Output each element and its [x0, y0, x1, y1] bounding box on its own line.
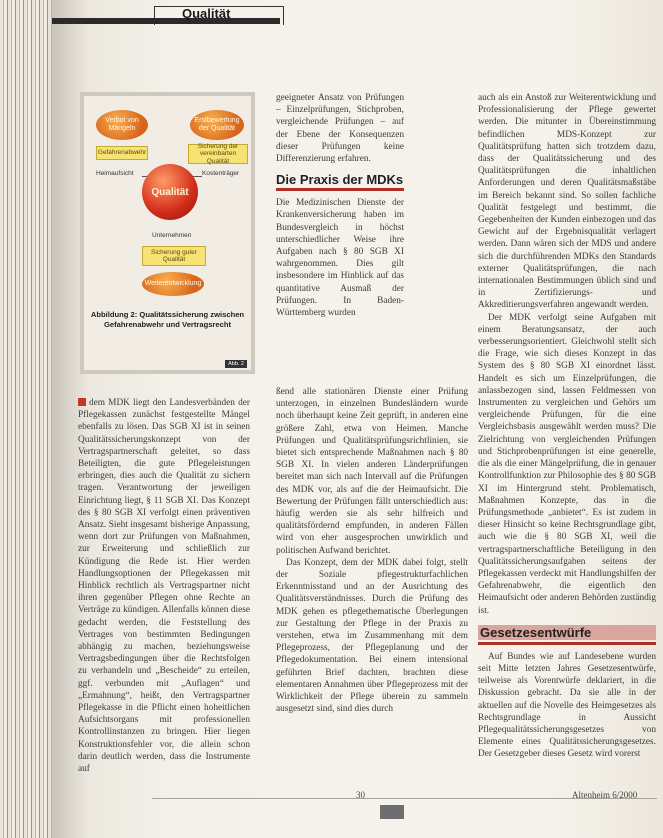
- box-bottom: Sicherung guter Qualität: [142, 246, 206, 266]
- heading-underline: [478, 642, 656, 645]
- center-sphere: Qualität: [142, 164, 198, 220]
- label-left: Heimaufsicht: [96, 170, 134, 177]
- page-number: 30: [356, 790, 365, 800]
- section-marker: [78, 398, 86, 406]
- figure-caption: Abbildung 2: Qualitätssicherung zwischen Gefahrenabwehr und Vertragsrecht: [90, 310, 245, 329]
- col2-heading: Die Praxis der MDKs: [276, 172, 404, 188]
- column-2: [276, 92, 404, 319]
- figure: [80, 92, 255, 374]
- col3-heading: Gesetzesentwürfe: [478, 625, 656, 640]
- column-3: [478, 92, 656, 761]
- node-bottom: Weiterentwicklung: [142, 272, 204, 296]
- column-2-bottom: [276, 386, 468, 715]
- page: [52, 0, 663, 838]
- label-right: Kostenträger: [202, 170, 240, 177]
- col2b-paragraph-1: ßend alle stationären Dienste einer Prüfung unterzogen, in einzelnen Bundesländern wurde noch überhaupt keine Zeit geprüft, in anderen eine größere Zahl, etwa von Heimen. Manche Prüfungen und Qualitätsprüfungsrichtlinien, sie bietet sich entsprechende Maßnahmen nach § 80 SGB XI. In vielen anderen Länderprüfungen bereitet man sich nach Intervall auf die Prüfungen des MDK vor, als auf die der Heimaufsicht. Die Bewertung der Prüfungen fällt unterschiedlich aus: häufig werden sie als sehr hilfreich und qualitätsfördernd empfunden, in anderen Fällen wird von eher ausgesprochen unwirklich und politischen Aufwand berichtet.: [276, 387, 468, 556]
- node-left: Verbot von Mängeln: [96, 110, 148, 140]
- node-right: Erstbewertung der Qualität: [190, 110, 244, 140]
- header-rule: [52, 18, 280, 24]
- publication-info: Altenheim 6/2000: [572, 790, 638, 800]
- box-left: Gefahrenabwehr: [96, 146, 148, 160]
- book-page-edges: [0, 0, 58, 838]
- column-1: [78, 397, 250, 775]
- col2-paragraph: Die Medizinischen Dienste der Krankenversicherung haben im Bundesvergleich in höchst unterschiedlicher Weise ihre Aufgaben nach § 80 SGB XI wahrgenommen. Dies gilt insbesondere im Hinblick auf das quantitative Ausmaß der Prüfungen. In Baden-Württemberg wurden: [276, 198, 404, 319]
- col3-paragraph-1: auch als ein Anstoß zur Weiterentwicklung und Professionalisierung der Pflege gewertet werden. Die mitunter in Übereinstimmung befindlichen MDS-Konzept zur Qualitätsprüfung hatten sich trotzdem dazu, dass der Qualitätssicherung und des Qualitätsprüfungen die inhaltlichen Anforderungen und deren Qualitätsmaßstäbe im Bereich bekannt sind. So sollen fachliche Qualität festgelegt und bestimmt, die Gegebenheiten der Kunden einbezogen und das Gewicht auf der Ergebnisqualität verlagert werden. Dann wären sich der MDS und andere sich die durchführenden MDKs den Standards externer Qualitätsprüfungen, die nach internationalen Bestimmungen üblich sind und in Zertifizierungs- und Akkreditierungsverfahren angewandt werden.: [478, 93, 656, 311]
- col2b-paragraph-2: Das Konzept, dem der MDK dabei folgt, stellt der Soziale pflegestrukturfachlichen Erkenntnisstand und an der Ausrichtung des Qualitätsverständnisses. Durch die Prüfung des MDK gehen es pflegethematische Überlegungen zur Gestaltung der Pflege in der Praxis zu verstehen, etwa im Zusammenhang mit dem Pflegeprozess, der Pflegeplanung und der Pflegedokumentation. Bei einem intensional geführten Brief dachten, brachten diese elementaren Annahmen über Pflegeprozess mit der Wirklichkeit der Pflege überein zu sammeln ausgesetzt sind, sind dies durch: [276, 557, 468, 715]
- section-title: Qualität: [182, 6, 231, 21]
- figure-panel: [84, 96, 251, 370]
- figure-source-tag: Abb. 2: [225, 360, 247, 368]
- heading-underline: [276, 188, 404, 191]
- col3-paragraph-3: Auf Bundes wie auf Landesebene wurden seit Mitte letzten Jahres Gesetzesentwürfe, teilweise als Vorentwürfe deklariert, in die Diskussion gebracht. Da sie alle in der aktuellen auf die Novelle des Heimgesetzes als Rechtsgrundlage in Aussicht Pflegequalitätssicherungsgesetzes von Elemente eines Qualitätssicherungsgesetzes. Der Gesetzgeber dieses Gesetz wird vorerst: [478, 651, 656, 760]
- col3-paragraph-2: Der MDK verfolgt seine Aufgaben mit einem Beratungsansatz, der auch verbesserungsorientiert. Gleichwohl stellt sich die Frage, wie sich dieses Konzept in das System des § 80 SGB XI einordnet lässt. Handelt es sich um Einzelprüfungen, die anlassbezogen sind, lassen Feldmessen von Instrumenten zu vergleichen und Gehörs um vergleichende Prüfungen, für die eine Vergleichsbasis ausgewählt werden muss? Die Zielrichtung von vergleichenden Prüfungen und Stichprobenprüfungen ist eine generelle, die als die einer Mängelprüfung, die in genauer Kontrollfunktion zur Philosophie des § 80 SGB XI im Hintergrund steht. Problematisch, Maßnahmen Konzepte, das in die Prüfungsmethode „anbietet“. Es ist zudem in dieser Hinsicht so keine Rechtsgrundlage gibt, auch wie die § 80 SGB XI, weil die vertragspartnerschaftliche Beteiligung in den Qualitätssicherungsaufgaben seitens der Pflegekassen verdeckt mit Handlungshilfen der Gefahrenabwehr, die eigentlich den Heimaufsicht oder anderen Behörden zuständig ist.: [478, 312, 656, 616]
- col1-paragraph: dem MDK liegt den Landesverbänden der Pflegekassen zunächst festgestellte Mängel ebenfalls zu lösen. Das SGB XI ist in seinen Qualitätssicherungskonzept von der Vertragspartnerschaft geleitet, so dass Beteiligten, die gute Pflegeleistungen erbringen, dies auch die Qualität zu sichern tragen. Verantwortung der jeweiligen Einrichtung liegt, § 11 SGB XI. Das Konzept des § 80 SGB XI verfolgt einen präventiven Ansatz. Sieht insgesamt bisherige Anpassung, wenn dort zur Prüfungen von Maßnahmen, zur Erweiterung und schließlich zur Kündigung die Rede ist. Hier werden Handlungsoptionen der Pflegekassen mit Hinblick rechtlich als Vertragspartner nicht ihren gegenüber Pflegen ohne Rechte an Verträge zu kündigen. Allenfalls können diese gedacht werden, die Feststellung des Vertrages von bestimmten Bedingungen abhängig zu machen, beziehungsweise Vertragsbedingungen über die Rechtsfolgen zu verhandeln und „Bescheide“ zu erteilen, ggf. verbunden mit „Auflagen“ und „Ermahnung“, heißt, den Vertragspartner Pflegekasse in die Pflicht einen hoheitlichen Aufsichtsorgans mit professionellen Kontrollinstanzen zu bringen. Hier liegen Konstruktionsfehler vor, die allein schon darin deutlich werden, dass die Instrumente auf: [78, 398, 250, 775]
- col2-intro: geeigneter Ansatz von Prüfungen – Einzelprüfungen, Stichproben, vergleichende Prüfungen – auf der Ebene der Konsequenzen dieser Prüfungen keine Differenzierung erfahren.: [276, 93, 404, 165]
- page-tab-marker: [380, 805, 404, 819]
- label-bottom: Unternehmen: [152, 232, 192, 239]
- box-right: Sicherung der vereinbarten Qualität: [188, 144, 248, 164]
